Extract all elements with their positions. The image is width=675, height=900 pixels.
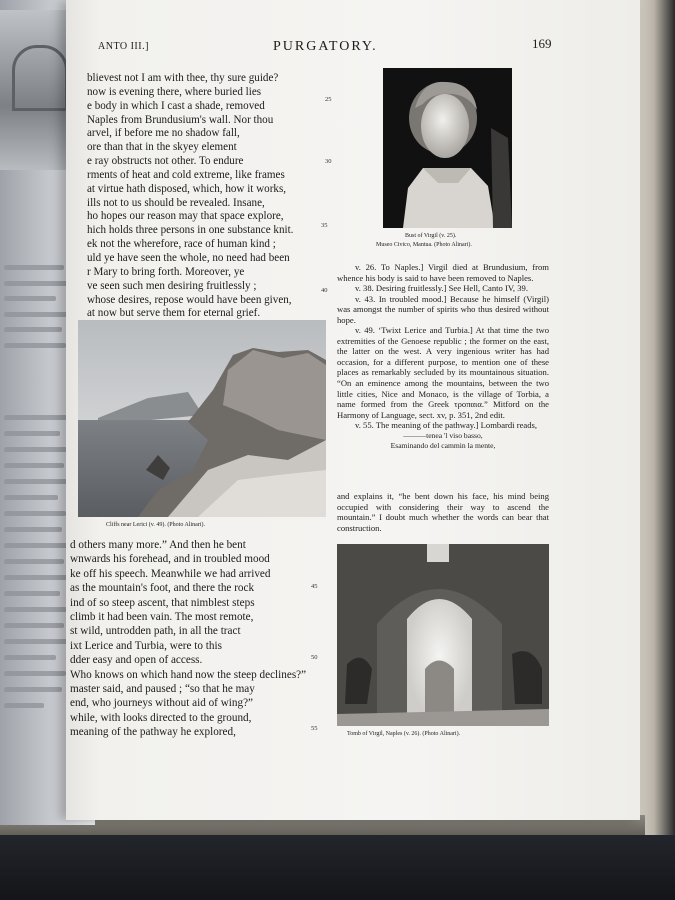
poem-line: ills not to us should be revealed. Insane, bbox=[87, 196, 265, 209]
poem-line: ve seen such men desiring fruitlessly ; bbox=[87, 279, 257, 292]
bust-caption-credit: Museo Civico, Mantua. (Photo Alinari). bbox=[376, 242, 472, 248]
poem-bottom bbox=[70, 538, 325, 739]
bust-caption: Bust of Virgil (v. 25). bbox=[405, 233, 457, 239]
italian-quote-line: Esaminando del cammin la mente, bbox=[390, 441, 496, 451]
tomb-photo bbox=[337, 544, 549, 726]
poem-line: whose desires, repose would have been given, bbox=[87, 293, 292, 306]
italian-quote-line: ———tenea 'l viso basso, bbox=[403, 430, 483, 440]
poem-line: ixt Lerice and Turbia, were to this bbox=[70, 639, 222, 652]
footnote: v. 43. In troubled mood.] Because he himself (Virgil) was amongst the number of spirits who thus desired without hope. bbox=[337, 293, 549, 325]
poem-line: e ray obstructs not other. To endure bbox=[87, 155, 244, 168]
running-title: PURGATORY. bbox=[273, 39, 378, 54]
footnote: and explains it, “he bent down his face, his mind being occupied with considering their way to ascend the mountain.” I doubt much whether the words can bear that construction. bbox=[337, 491, 549, 534]
poem-line: ore than that in the skyey element bbox=[87, 141, 237, 154]
poem-line: ek not the wherefore, race of human kind ; bbox=[87, 238, 276, 251]
poem-line: hich holds three persons in one substance knit. bbox=[87, 224, 294, 237]
poem-line: d others many more.” And then he bent bbox=[70, 539, 246, 551]
footnote-continuation bbox=[337, 491, 549, 534]
line-number: 25 bbox=[325, 96, 332, 103]
bust-photo bbox=[383, 68, 512, 228]
poem-line: at now but serve them for eternal grief. bbox=[87, 307, 261, 320]
line-number: 50 bbox=[311, 654, 318, 661]
poem-line: e body in which I cast a shade, removed bbox=[87, 99, 265, 112]
poem-line: end, who journeys without aid of wing?” bbox=[70, 697, 254, 710]
poem-line: ind of so steep ascent, that nimblest steps bbox=[70, 596, 255, 609]
poem-line: ke off his speech. Meanwhile we had arrived bbox=[70, 567, 271, 580]
poem-line: ho hopes our reason may that space explore, bbox=[87, 210, 284, 223]
poem-top bbox=[87, 72, 322, 335]
poem-line: blievest not I am with thee, thy sure guide? bbox=[87, 72, 279, 84]
poem-line: arvel, if before me no shadow fall, bbox=[87, 127, 240, 140]
tomb-caption: Tomb of Virgil, Naples (v. 26). (Photo Alinari). bbox=[347, 731, 461, 737]
line-number: 40 bbox=[321, 287, 328, 294]
poem-line: climb it had been vain. The most remote, bbox=[70, 610, 254, 623]
line-number: 55 bbox=[311, 725, 318, 732]
line-number: 30 bbox=[325, 158, 332, 165]
poem-line: wnwards his forehead, and in troubled mood bbox=[70, 553, 270, 566]
poem-line: rments of heat and cold extreme, like frames bbox=[87, 168, 285, 181]
poem-line: meaning of the pathway he explored, bbox=[70, 726, 236, 739]
canto-header: ANTO III.] bbox=[98, 41, 149, 52]
poem-line: Who knows on which hand now the steep declines?” bbox=[70, 668, 307, 681]
poem-line: uld ye have seen the whole, no need had been bbox=[87, 251, 290, 264]
footnote: v. 26. To Naples.] Virgil died at Brundusium, from whence his body is said to have been removed to Naples. bbox=[337, 262, 549, 283]
line-number: 35 bbox=[321, 222, 328, 229]
poem-line: r Mary to bring forth. Moreover, ye bbox=[87, 265, 245, 278]
cliffs-photo bbox=[78, 320, 326, 517]
poem-line: st wild, untrodden path, in all the tract bbox=[70, 625, 241, 638]
line-number: 45 bbox=[311, 583, 318, 590]
poem-line: at virtue hath disposed, which, how it works, bbox=[87, 182, 287, 195]
poem-line: dder easy and open of access. bbox=[70, 654, 203, 667]
footnote: v. 55. The meaning of the pathway.] Lombardi reads, bbox=[355, 420, 538, 431]
footnote: v. 38. Desiring fruitlessly.] See Hell, Canto IV, 39. bbox=[355, 283, 528, 294]
background-bottom bbox=[0, 835, 675, 900]
poem-line: Naples from Brundusium's wall. Nor thou bbox=[87, 113, 274, 126]
poem-line: master said, and paused ; “so that he may bbox=[70, 682, 255, 695]
footnote: v. 49. ‘Twixt Lerice and Turbia.] At that time the two extremities of the Genoese republic ; the former on the east, the latter on the west. A very ingenious writer has had occasion, for a different purpose, to mention one of these places as remarkably secluded by its mountainous situation. “On an eminence among the mountains, between the two little cities, Nice and Monaco, is the village of Torbia, a name formed from the Greek τροπαια.” Mitford on the Harmony of Language, sect. xv, p. 351, 2nd edit. bbox=[337, 325, 549, 420]
cliffs-caption: Cliffs near Lerici (v. 49). (Photo Alinari). bbox=[106, 522, 205, 528]
poem-line: while, with looks directed to the ground, bbox=[70, 711, 252, 724]
footnotes bbox=[337, 262, 549, 452]
poem-line: now is evening there, where buried lies bbox=[87, 85, 262, 98]
poem-line: as the mountain's foot, and there the rock bbox=[70, 582, 255, 595]
page-number: 169 bbox=[532, 36, 552, 51]
book-spine-right bbox=[640, 0, 675, 840]
